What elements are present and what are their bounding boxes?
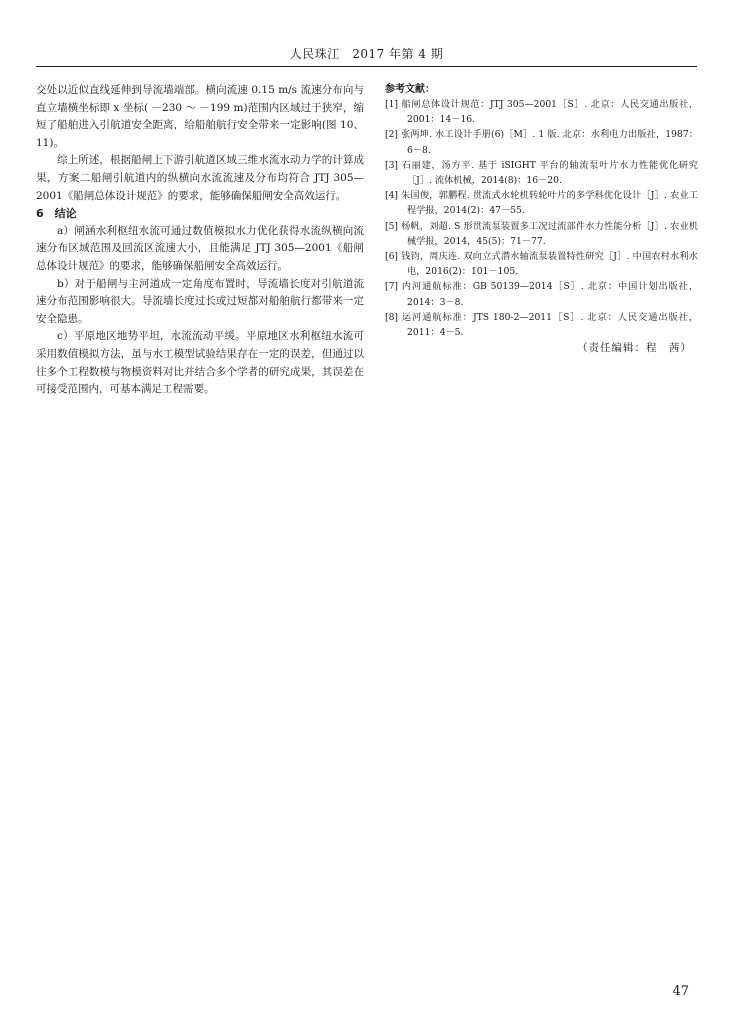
conclusion-c: c）平原地区地势平坦，水流流动平缓。平原地区水利枢纽水流可采用数值模拟方法，虽与水工模型试验结果存在一定的误差，但通过以往多个工程数模与物模资料对比并结合多个学者的研究成果，其误差在可接受范围内，可基本满足工程需要。 — [36, 330, 364, 396]
right-column — [385, 82, 698, 358]
reference-item: [7] 内河通航标准：GB 50139—2014［S］. 北京：中国计划出版社，2014：3－8. — [385, 281, 698, 308]
reference-item: [5] 杨帆，刘超. S 形贯流泵装置多工况过流部件水力性能分析［J］. 农业机械学报，2014，45(5)：71－77. — [385, 220, 698, 247]
conclusion-a: a）闸涵水利枢纽水流可通过数值模拟水力优化获得水流纵横向流速分布区域范围及回流区流速大小，且能满足 JTJ 305—2001《船闸总体设计规范》的要求，能够确保船闸安全高效运行。 — [36, 224, 364, 272]
body-paragraph: 综上所述，根据船闸上下游引航道区域三维水流水动力学的计算成果，方案二船闸引航道内的纵横向水流流速及分布均符合 JTJ 305—2001《船闸总体设计规范》的要求，能够确保船闸安全高效运行。 — [36, 154, 364, 202]
responsible-editor: （责任编辑：程 茜） — [577, 342, 692, 355]
reference-item: [6] 钱钧，周庆连. 双向立式潜水轴流泵装置特性研究［J］. 中国农村水利水电，2016(2)：101－105. — [385, 251, 698, 278]
journal-header-text: 人民珠江 2017 年第 4 期 — [289, 47, 444, 61]
reference-item: [4] 朱国俊，郭鹏程. 贯流式水轮机转轮叶片的多学科优化设计［J］. 农业工程学报，2014(2)：47－55. — [385, 190, 698, 217]
reference-item: [3] 石丽建，汤方平. 基于 iSIGHT 平台的轴流泵叶片水力性能优化研究［J］. 流体机械，2014(8)：16－20. — [385, 159, 698, 187]
body-paragraph: 交处以近似直线延伸到导流墙端部。横向流速 0.15 m/s 流速分布向与直立墙横坐标即 x 坐标( －230 ～ －199 m)范围内区域过于狭窄，缩短了船舶进入引航道安全距离，给船舶航行安全带来一定影响(图 10、11)。 — [36, 84, 364, 149]
references-title: 参考文献： — [385, 84, 435, 95]
page-number: 47 — [672, 984, 689, 999]
journal-header — [36, 44, 697, 67]
references-list — [385, 97, 698, 340]
reference-item: [1] 船闸总体设计规范：JTJ 305—2001［S］. 北京：人民交通出版社，2001：14－16. — [385, 99, 698, 126]
reference-item: [8] 运河通航标准：JTS 180-2—2011［S］. 北京：人民交通出版社，2011：4－5. — [385, 311, 698, 339]
reference-item: [2] 张两坤. 水工设计手册(6)［M］. 1 版. 北京：水利电力出版社，1987：6－8. — [385, 129, 698, 156]
left-column — [36, 82, 364, 399]
section-title: 6 结论 — [36, 207, 77, 221]
conclusion-b: b）对于船闸与主河道成一定角度布置时，导流墙长度对引航道流速分布范围影响很大。导流墙长度过长或过短都对船舶航行都带来一定安全隐患。 — [36, 277, 364, 325]
